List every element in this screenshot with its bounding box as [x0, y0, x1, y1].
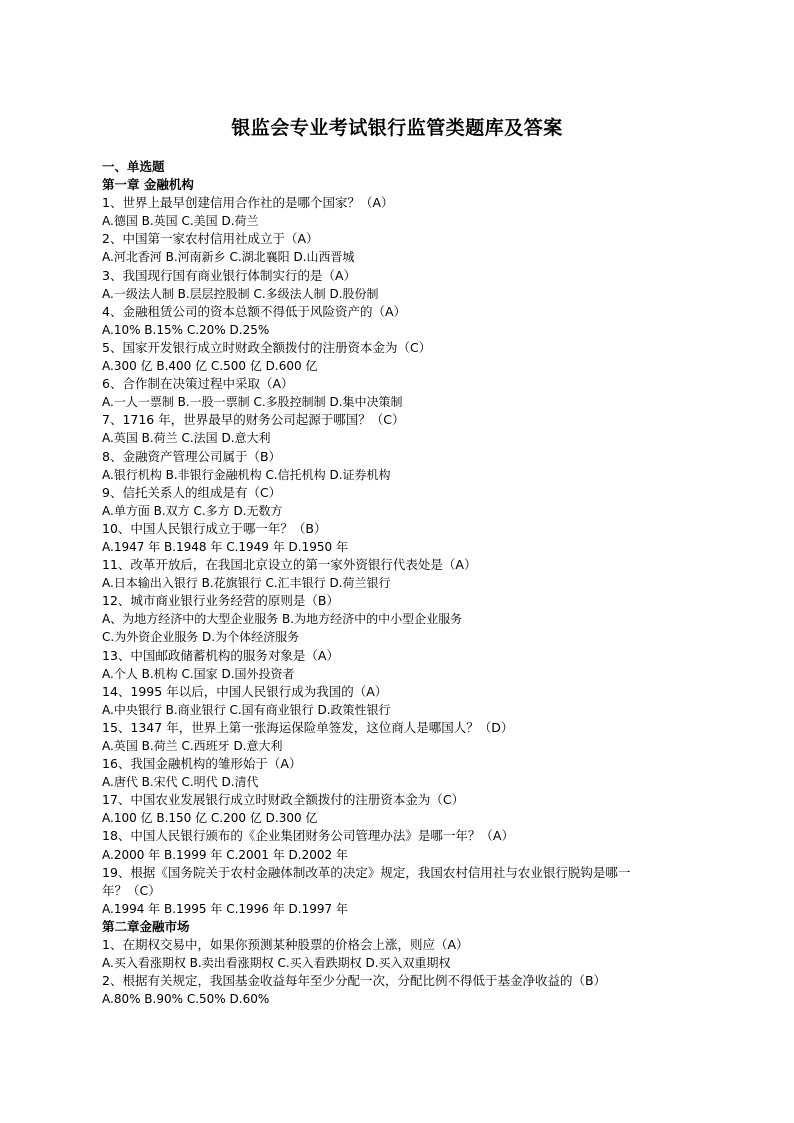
- answer-options-line: A.一人一票制 B.一股一票制 C.多股控制制 D.集中决策制: [102, 395, 403, 410]
- answer-options-line: A.英国 B.荷兰 C.法国 D.意大利: [102, 431, 271, 446]
- answer-options-line: A.1947 年 B.1948 年 C.1949 年 D.1950 年: [102, 539, 348, 554]
- answer-options-line: C.为外资企业服务 D.为个体经济服务: [102, 630, 300, 645]
- question-line: 1、在期权交易中，如果你预测某种股票的价格会上涨，则应（A）: [102, 937, 469, 953]
- question-line: 17、中国农业发展银行成立时财政全额拨付的注册资本金为（C）: [102, 792, 465, 808]
- answer-options-line: A.300 亿 B.400 亿 C.500 亿 D.600 亿: [102, 359, 318, 374]
- answer-options-line: A.10% B.15% C.20% D.25%: [102, 322, 270, 337]
- question-line: 13、中国邮政储蓄机构的服务对象是（A）: [102, 647, 339, 663]
- answer-options-line: A.德国 B.英国 C.美国 D.荷兰: [102, 214, 259, 229]
- question-line: 5、国家开发银行成立时财政全额拨付的注册资本金为（C）: [102, 339, 432, 355]
- section-heading: 一、单选题: [102, 159, 165, 174]
- question-line: 8、金融资产管理公司属于（B）: [102, 448, 282, 464]
- question-line: 14、1995 年以后，中国人民银行成为我国的（A）: [102, 683, 388, 699]
- answer-options-line: A.一级法人制 B.层层控股制 C.多级法人制 D.股份制: [102, 286, 379, 301]
- answer-options-line: A.单方面 B.双方 C.多方 D.无数方: [102, 503, 283, 518]
- question-line: 18、中国人民银行颁布的《企业集团财务公司管理办法》是哪一年？（A）: [102, 828, 514, 844]
- chapter-heading: 第一章 金融机构: [102, 177, 194, 193]
- chapter-heading: 第二章金融市场: [102, 918, 190, 934]
- chapter-1-questions: [102, 194, 702, 918]
- question-line: 12、城市商业银行业务经营的原则是（B）: [102, 593, 339, 609]
- page-title: 银监会专业考试银行监管类题库及答案: [231, 117, 563, 139]
- answer-options-line: A.英国 B.荷兰 C.西班牙 D.意大利: [102, 739, 283, 753]
- question-line: 19、根据《国务院关于农村金融体制改革的决定》规定，我国农村信用社与农业银行脱钩是哪一: [102, 864, 631, 880]
- question-line: 2、根据有关规定，我国基金收益每年至少分配一次，分配比例不得低于基金净收益的（B）: [102, 973, 607, 989]
- question-line: 11、改革开放后，在我国北京设立的第一家外资银行代表处是（A）: [102, 557, 477, 573]
- answer-options-line: A、为地方经济中的大型企业服务 B.为地方经济中的中小型企业服务: [102, 612, 463, 627]
- question-line: 年？（C）: [102, 882, 161, 898]
- answer-options-line: A.80% B.90% C.50% D.60%: [102, 992, 270, 1007]
- question-line: 1、世界上最早创建信用合作社的是哪个国家？（A）: [102, 195, 394, 211]
- answer-options-line: A.1994 年 B.1995 年 C.1996 年 D.1997 年: [102, 901, 348, 916]
- answer-options-line: A.中央银行 B.商业银行 C.国有商业银行 D.政策性银行: [102, 702, 391, 717]
- answer-options-line: A.银行机构 B.非银行金融机构 C.信托机构 D.证券机构: [102, 467, 391, 482]
- question-line: 4、金融租赁公司的资本总额不得低于风险资产的（A）: [102, 303, 407, 319]
- answer-options-line: A.河北香河 B.河南新乡 C.湖北襄阳 D.山西晋城: [102, 250, 355, 265]
- answer-options-line: A.买入看涨期权 B.卖出看涨期权 C.买入看跌期权 D.买入双重期权: [102, 956, 451, 971]
- answer-options-line: A.日本输出入银行 B.花旗银行 C.汇丰银行 D.荷兰银行: [102, 576, 391, 591]
- answer-options-line: A.唐代 B.宋代 C.明代 D.清代: [102, 775, 259, 790]
- answer-options-line: A.2000 年 B.1999 年 C.2001 年 D.2002 年: [102, 847, 348, 862]
- question-line: 3、我国现行国有商业银行体制实行的是（A）: [102, 267, 357, 283]
- question-line: 6、合作制在决策过程中采取（A）: [102, 376, 294, 392]
- answer-options-line: A.100 亿 B.150 亿 C.200 亿 D.300 亿: [102, 811, 318, 826]
- question-line: 16、我国金融机构的雏形始于（A）: [102, 756, 302, 772]
- question-line: 15、1347 年，世界上第一张海运保险单签发，这位商人是哪国人？（D）: [102, 719, 514, 735]
- question-line: 2、中国第一家农村信用社成立于（A）: [102, 231, 319, 247]
- question-line: 9、信托关系人的组成是有（C）: [102, 484, 282, 500]
- answer-options-line: A.个人 B.机构 C.国家 D.国外投资者: [102, 666, 295, 681]
- question-line: 7、1716 年，世界最早的财务公司起源于哪国？（C）: [102, 412, 405, 428]
- chapter-2-questions: [102, 936, 702, 1008]
- question-line: 10、中国人民银行成立于哪一年？（B）: [102, 520, 327, 536]
- document-body: [102, 158, 702, 1008]
